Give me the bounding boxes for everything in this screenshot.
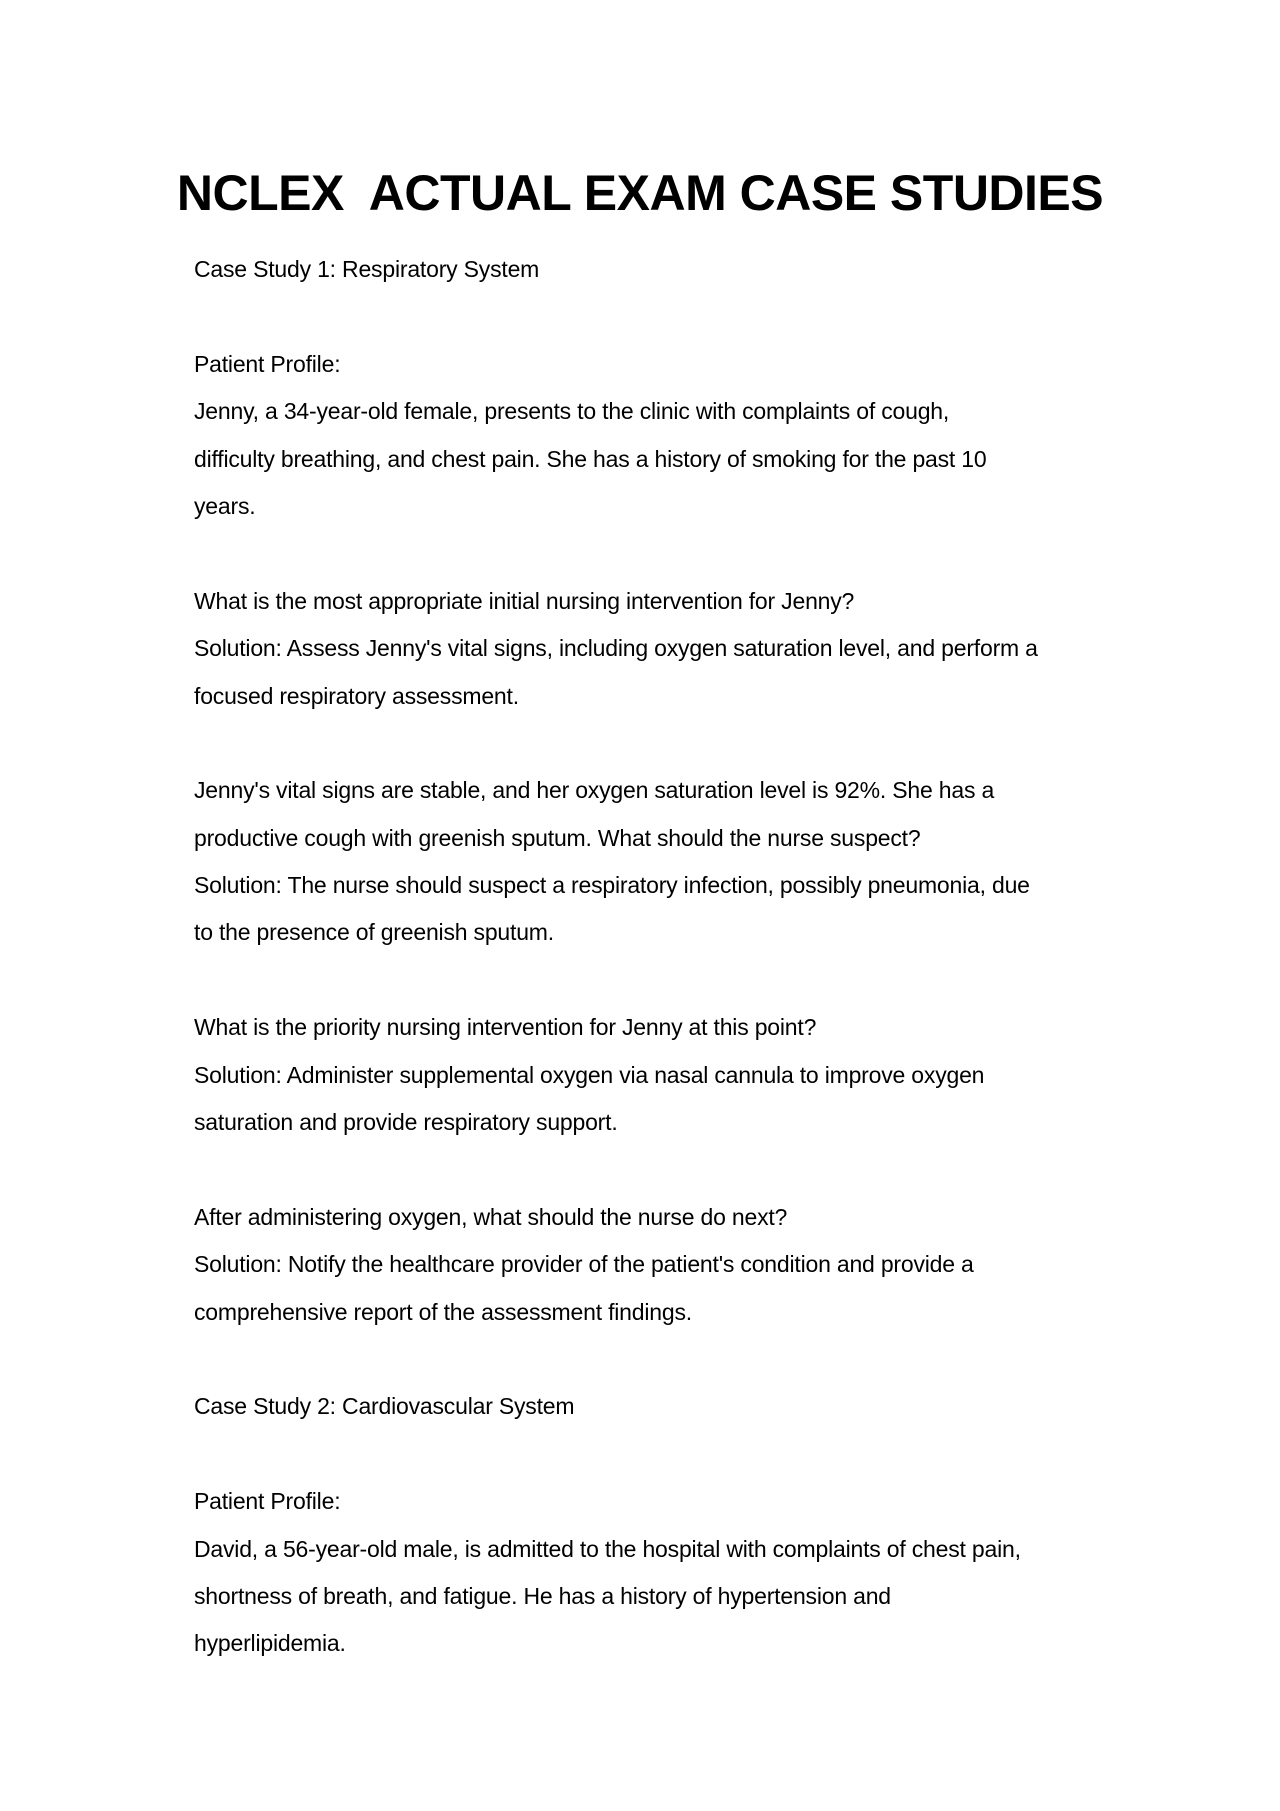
case-2-profile-line: David, a 56-year-old male, is admitted to the hospital with complaints of chest pain, [194, 1535, 1021, 1562]
case-1-question-4: After administering oxygen, what should the nurse do next? [194, 1203, 788, 1230]
blank-line [194, 530, 1094, 577]
case-2-profile-label: Patient Profile: [194, 1488, 341, 1515]
case-1-question-3: What is the priority nursing intervention for Jenny at this point? [194, 1014, 817, 1041]
blank-line [194, 1146, 1094, 1193]
blank-line [194, 1431, 1094, 1478]
case-1-profile-line: difficulty breathing, and chest pain. She has a history of smoking for the past 10 [194, 445, 987, 472]
case-2-profile-line: shortness of breath, and fatigue. He has a history of hypertension and [194, 1582, 891, 1609]
case-1-solution-2-line: to the presence of greenish sputum. [194, 919, 554, 946]
blank-line [194, 1336, 1094, 1383]
page-title: NCLEX ACTUAL EXAM CASE STUDIES [176, 165, 1104, 221]
case-1-question-2-line: productive cough with greenish sputum. What should the nurse suspect? [194, 824, 921, 851]
case-1-solution-3-line: saturation and provide respiratory support. [194, 1109, 618, 1136]
document-body [194, 246, 1094, 1668]
blank-line [194, 957, 1094, 1004]
case-study-2-heading: Case Study 2: Cardiovascular System [194, 1393, 575, 1420]
case-1-question-1: What is the most appropriate initial nursing intervention for Jenny? [194, 587, 855, 614]
case-1-solution-3-line: Solution: Administer supplemental oxygen via nasal cannula to improve oxygen [194, 1061, 985, 1088]
case-2-profile-line: hyperlipidemia. [194, 1630, 346, 1657]
case-1-solution-1-line: Solution: Assess Jenny's vital signs, including oxygen saturation level, and perform a [194, 635, 1038, 662]
case-1-profile-line: Jenny, a 34-year-old female, presents to the clinic with complaints of cough, [194, 398, 950, 425]
case-1-solution-4-line: Solution: Notify the healthcare provider of the patient's condition and provide a [194, 1251, 974, 1278]
case-1-question-2-line: Jenny's vital signs are stable, and her oxygen saturation level is 92%. She has a [194, 777, 995, 804]
case-1-solution-4-line: comprehensive report of the assessment findings. [194, 1298, 692, 1325]
case-1-profile-label: Patient Profile: [194, 350, 341, 377]
case-1-solution-1-line: focused respiratory assessment. [194, 682, 519, 709]
case-1-solution-2-line: Solution: The nurse should suspect a respiratory infection, possibly pneumonia, due [194, 872, 1030, 899]
case-1-profile-line: years. [194, 492, 256, 519]
blank-line [194, 293, 1094, 340]
case-study-1-heading: Case Study 1: Respiratory System [194, 256, 540, 282]
blank-line [194, 720, 1094, 767]
